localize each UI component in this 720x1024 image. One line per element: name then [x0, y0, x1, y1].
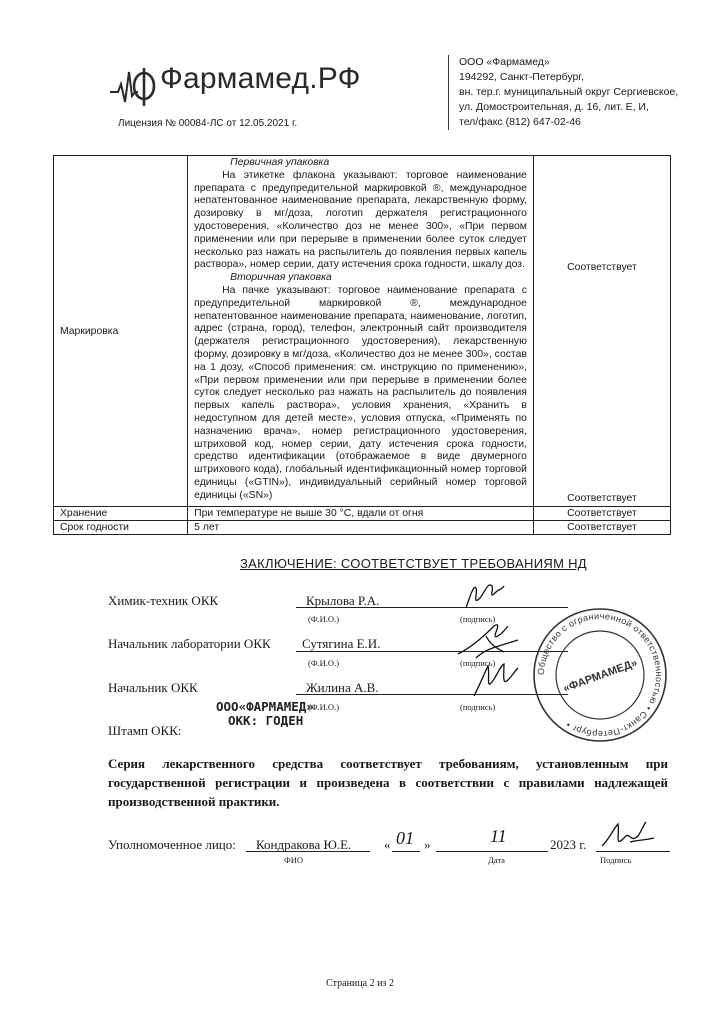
secondary-package-title: Вторичная упаковка	[230, 272, 332, 284]
company-name: ООО «Фармамед»	[459, 56, 550, 68]
lab-head-fio-caption: (Ф.И.О.)	[308, 658, 340, 668]
table-row-shelf-life	[54, 521, 671, 535]
table-row-marking	[54, 156, 671, 507]
brand-name: Фармамед.РФ	[160, 62, 361, 95]
shelf-life-result: Соответствует	[533, 521, 670, 535]
authorized-signature-scribble-icon	[600, 818, 656, 854]
company-address-block	[448, 55, 699, 130]
chemist-fio-caption: (Ф.И.О.)	[308, 614, 340, 624]
lab-head-role: Начальник лаборатории ОКК	[108, 636, 271, 651]
authorized-person-label: Уполномоченное лицо:	[108, 837, 236, 852]
lab-head-sign-caption: (подпись)	[460, 658, 496, 668]
storage-result: Соответствует	[533, 507, 670, 521]
qc-head-role: Начальник ОКК	[108, 680, 198, 695]
page-number: Страница 2 из 2	[326, 978, 394, 989]
seal-center-text: «ФАРМАМЕД»	[561, 656, 640, 695]
chemist-signature-scribble-icon	[462, 578, 506, 612]
marking-result-cell	[533, 156, 670, 507]
lab-head-signature-scribble-icon	[456, 618, 520, 660]
chemist-signature-line	[296, 607, 568, 608]
primary-package-text: На этикетке флакона указывают: торговое наименование препарата с предупредительной маркировкой ®, международное непатентованное наименование препарата, лекарственную форму, дозировку в мг/доза, логотип держателя регистрационного удостоверения, «Количество доз не менее 300», «При первом применении или при перерыве в применении более суток следует несколько раз нажать на распылитель до появления первых капель раствора», номер серии, дату истечения срока годности, шкалу доз.	[194, 169, 527, 271]
table-row-storage	[54, 507, 671, 521]
authorized-sign-caption: Подпись	[600, 855, 632, 865]
license-number: Лицензия № 00084-ЛС от 12.05.2021 г.	[118, 118, 298, 129]
date-month: 11	[490, 826, 507, 846]
marking-label-cell	[54, 156, 188, 507]
marking-text-cell	[188, 156, 534, 507]
qc-head-name: Жилина А.В.	[306, 680, 379, 695]
shelf-life-label: Срок годности	[54, 521, 188, 535]
stamp-line-1: ООО«ФАРМАМЕД»	[216, 699, 314, 714]
qc-head-signature-line	[296, 694, 568, 695]
chemist-sign-caption: (подпись)	[460, 614, 496, 624]
chemist-role: Химик-техник ОКК	[108, 593, 219, 608]
authorized-date-caption: Дата	[488, 855, 505, 865]
chemist-name: Крылова Р.А.	[306, 593, 380, 608]
specification-table	[53, 155, 671, 535]
date-month-line	[436, 851, 548, 852]
date-day-line	[392, 851, 420, 852]
marking-label: Маркировка	[60, 325, 119, 337]
stamp-label: Штамп ОКК:	[108, 723, 182, 738]
date-quote-open: «	[384, 837, 391, 852]
storage-label: Хранение	[54, 507, 188, 521]
primary-package-title: Первичная упаковка	[230, 157, 330, 168]
qc-head-sign-caption: (подпись)	[460, 702, 496, 712]
shelf-life-text: 5 лет	[188, 521, 534, 535]
date-quote-close: »	[424, 837, 431, 852]
lab-head-name: Сутягина Е.И.	[302, 636, 381, 651]
okk-stamp	[216, 700, 314, 728]
date-year: 2023 г.	[550, 837, 587, 852]
secondary-package-text: На пачке указывают: торговое наименование препарата с предупредительной маркировкой ®, международное непатентованное наименование препарата, наименование, логотип, адрес (страна, город), телефон, электронный сайт производителя (держателя регистрационного удостоверения), лекарственную форму, дозировку в мг/доза, «Количество доз не менее 300», состав на 1 дозу, «Способ применения: см. инструкцию по применению», «При первом применении или при перерыве в применении более суток следует несколько раз нажать на распылитель до появления первых капель раствора», условия хранения, «Хранить в недоступном для детей месте», условия отпуска, «Применять по назначению врача», номер регистрационного удостоверения, штриховой код, номер серии, дату истечения срока годности, средство идентификации (отображаемое в виде двумерного штрихового кода), глобальный идентификационный номер торговой единицы («GTIN»), индивидуальный серийный номер торговой единицы («SN»)	[194, 284, 527, 501]
qc-head-signature-scribble-icon	[470, 660, 520, 700]
company-address-line: ул. Домостроительная, д. 16, лит. Е, И,	[459, 101, 649, 113]
company-round-seal	[530, 605, 670, 745]
marking-result-secondary: Соответствует	[567, 493, 637, 504]
lab-head-signature-line	[296, 651, 568, 652]
pharmamed-logo-icon	[108, 62, 160, 110]
authorized-person-name: Кондракова Ю.Е.	[256, 837, 352, 852]
batch-compliance-statement: Серия лекарственного средства соответствует требованиям, установленным при государственной регистрации и произведена в соответствии с правилами надлежащей производственной практики.	[108, 756, 668, 809]
storage-text: При температуре не выше 30 °С, вдали от огня	[188, 507, 534, 521]
marking-result-primary: Соответствует	[567, 262, 637, 273]
authorized-name-line	[246, 851, 370, 852]
date-day: 01	[396, 828, 414, 848]
stamp-line-2: ОКК: ГОДЕН	[228, 713, 304, 728]
company-address-line: вн. тер.г. муниципальный округ Сергиевское,	[459, 86, 679, 98]
qc-head-fio-caption: (Ф.И.О.)	[308, 702, 340, 712]
seal-ring-text: Общество с ограниченной ответственностью • Санкт-Петербург •	[535, 610, 665, 740]
conclusion-heading: ЗАКЛЮЧЕНИЕ: СООТВЕТСТВУЕТ ТРЕБОВАНИЯМ НД	[240, 556, 587, 571]
authorized-fio-caption: ФИО	[284, 855, 303, 865]
company-address-line: 194292, Санкт-Петербург,	[459, 71, 584, 83]
company-phone: тел/факс (812) 647-02-46	[459, 116, 581, 128]
